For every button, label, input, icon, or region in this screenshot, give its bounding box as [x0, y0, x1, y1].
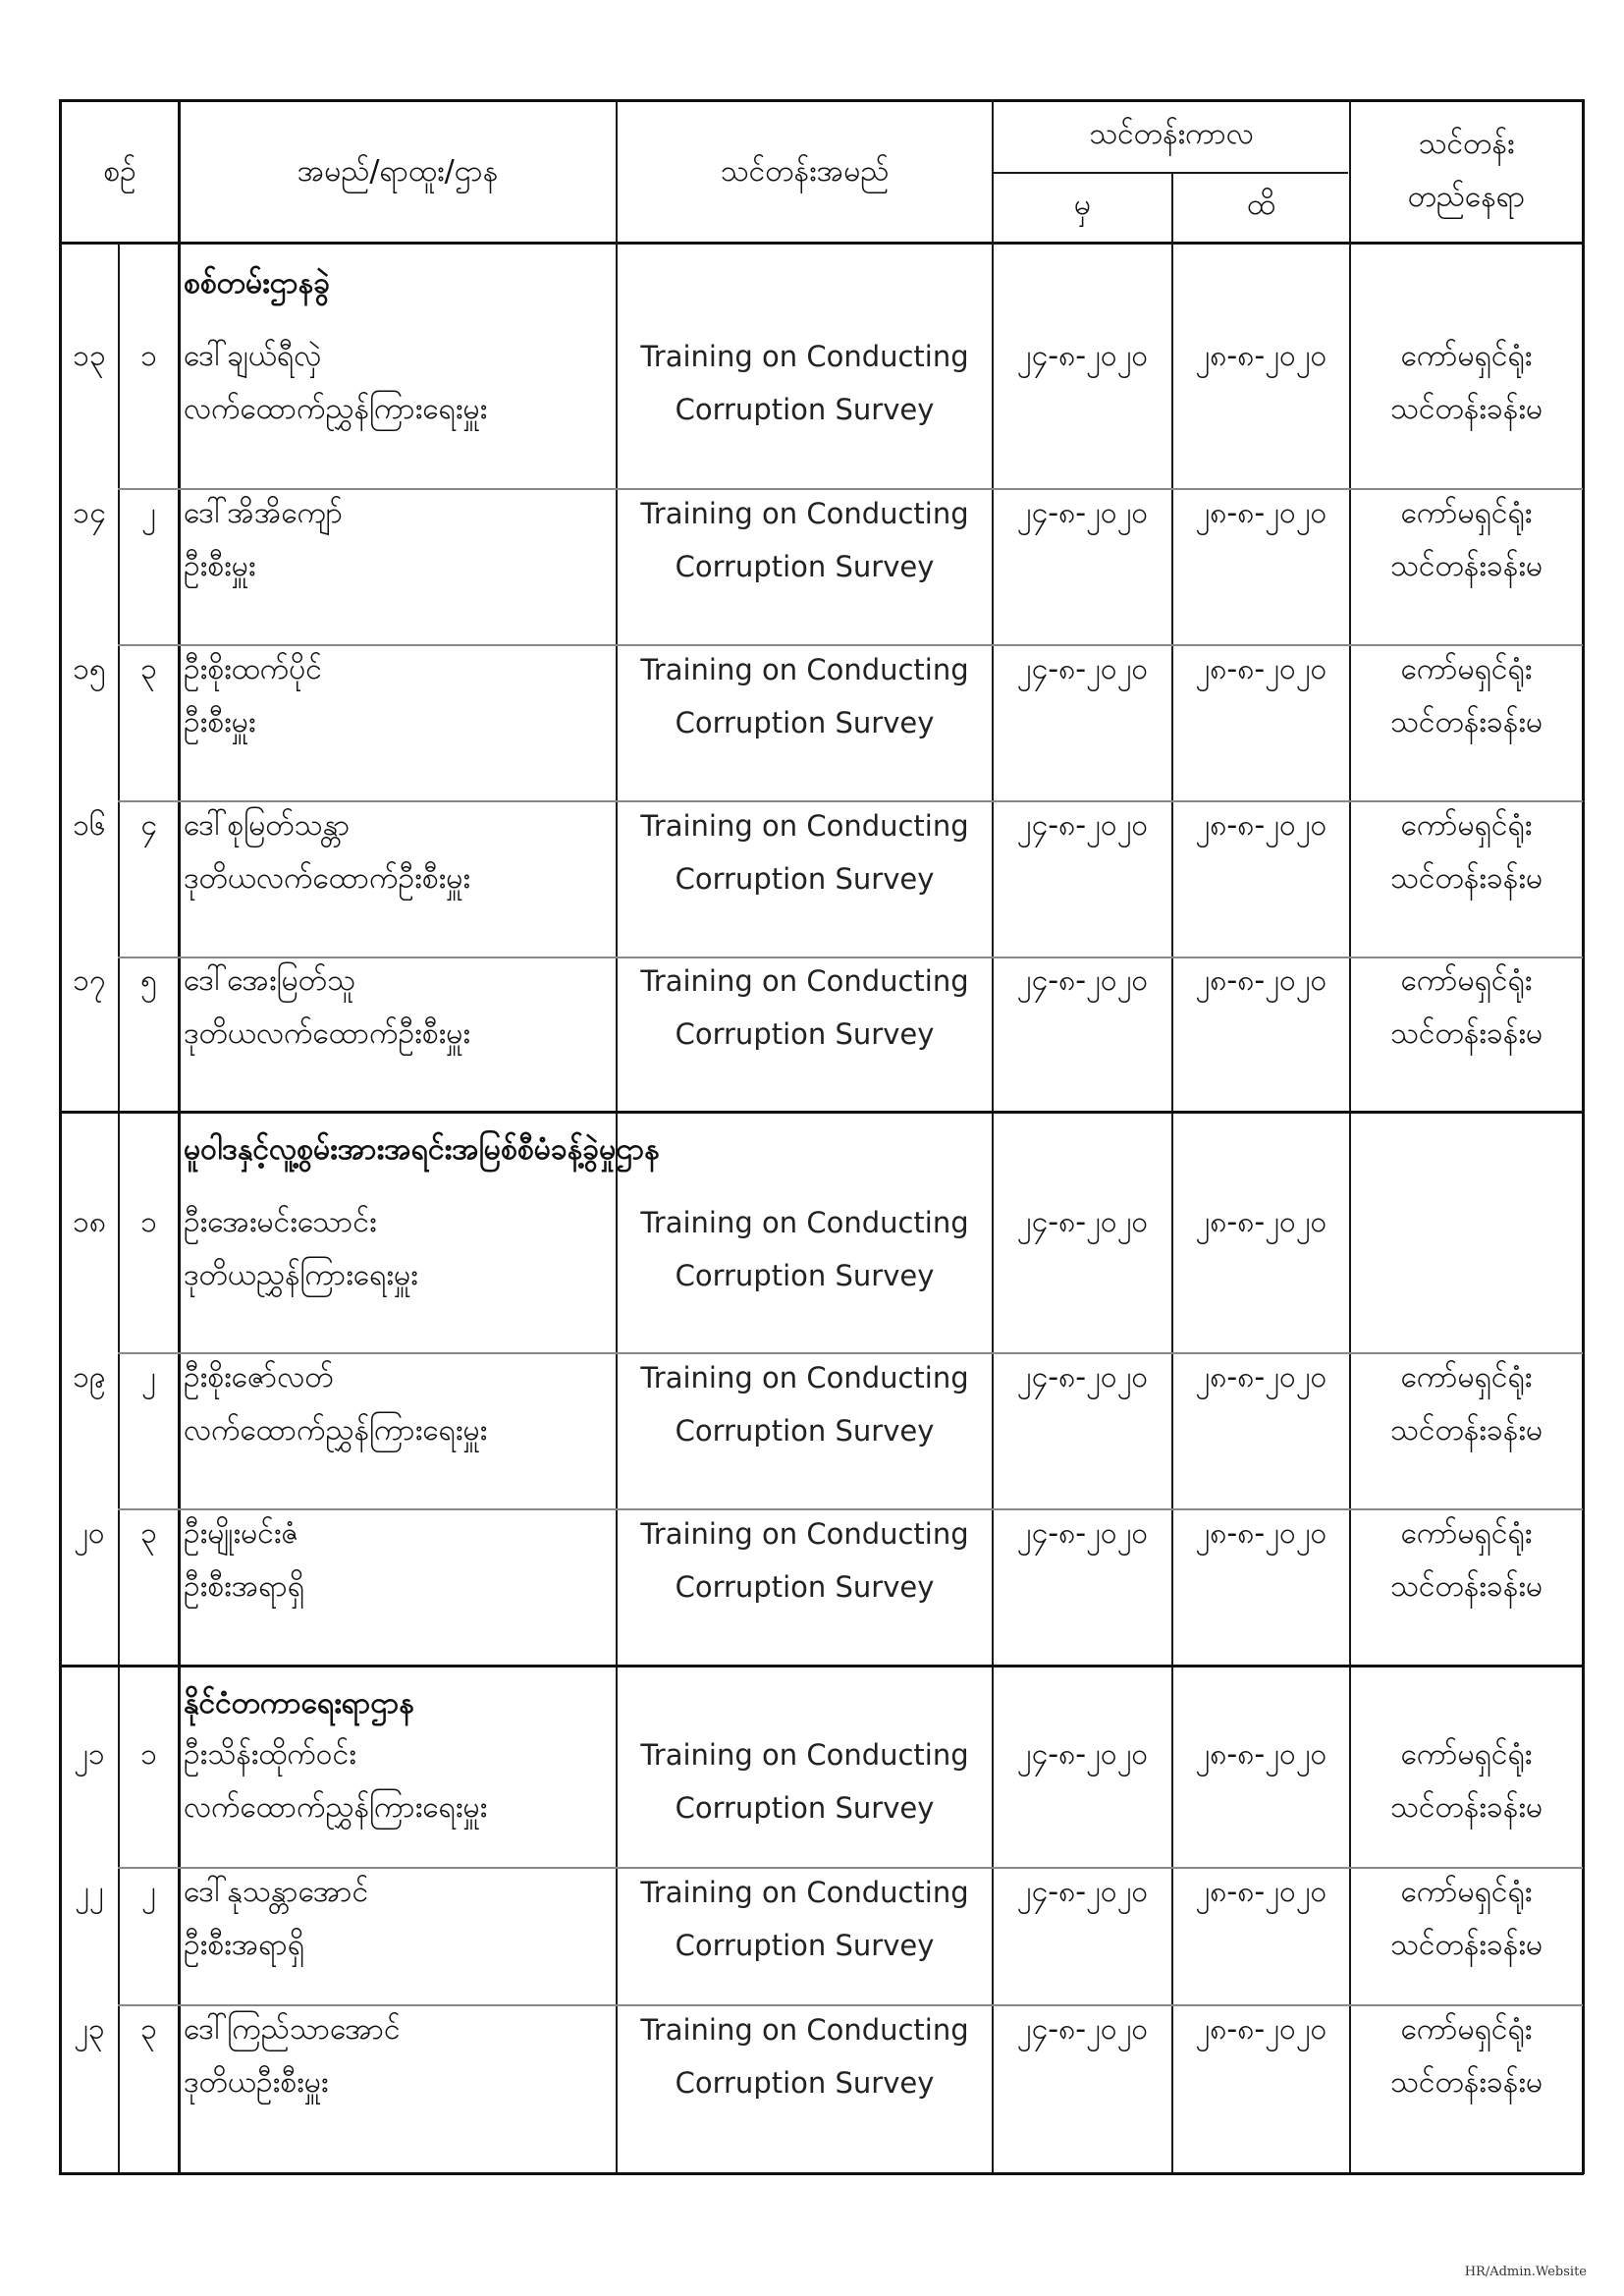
date-from: ၂၄-၈-၂၀၂၀ [1016, 2012, 1149, 2047]
row-sub-number: ၂ [141, 1875, 156, 1909]
venue-line2: သင်တန်းခန်းမ [1389, 1569, 1543, 1604]
row-number: ၂၀ [74, 1516, 105, 1551]
venue-line2: သင်တန်းခန်းမ [1389, 1790, 1543, 1825]
row-number: ၂၁ [74, 1737, 105, 1772]
date-from: ၂၄-၈-၂၀၂၀ [1016, 652, 1149, 686]
venue-line2: သင်တန်းခန်းမ [1389, 2065, 1543, 2100]
department-heading: နိုင်ငံတကာရေးရာဌာန [184, 1686, 414, 1721]
venue-line1: ကော်မရှင်ရုံး [1400, 496, 1533, 530]
row-sub-number: ၁ [140, 339, 157, 373]
row-number: ၁၈ [72, 1205, 106, 1239]
header-course-period: သင်တန်းကာလ [1089, 117, 1254, 151]
header-from: မှ [1073, 188, 1092, 222]
course-title-line1: Training on Conducting [640, 653, 969, 686]
course-title-line2: Corruption Survey [675, 1570, 935, 1604]
person-name: ဦးစိုးထက်ပိုင် [184, 652, 322, 686]
venue-line1: ကော်မရှင်ရုံး [1400, 652, 1533, 686]
date-from: ၂၄-၈-၂၀၂၀ [1016, 1737, 1149, 1772]
course-title-line1: Training on Conducting [640, 1206, 969, 1239]
row-sub-number: ၃ [140, 652, 157, 686]
row-sub-number: ၁ [140, 1737, 157, 1772]
person-rank: ဦးစီးအရာရှိ [184, 1569, 305, 1604]
date-from: ၂၄-၈-၂၀၂၀ [1016, 963, 1149, 998]
date-to: ၂၈-၈-၂၀၂၀ [1195, 1205, 1327, 1239]
row-sub-number: ၁ [140, 1205, 157, 1239]
row-sub-number: ၃ [140, 2012, 157, 2047]
person-rank: ဦးစီးမှူး [184, 705, 256, 739]
person-name: ဒေါ်အေးမြတ်သူ [184, 963, 355, 998]
date-to: ၂၈-၈-၂၀၂၀ [1195, 963, 1327, 998]
group-separator [59, 1665, 1584, 1667]
row-sub-number: ၃ [140, 1516, 157, 1551]
venue-line2: သင်တန်းခန်းမ [1389, 1413, 1543, 1448]
venue-line2: သင်တန်းခန်းမ [1389, 1928, 1543, 1962]
date-to: ၂၈-၈-၂၀၂၀ [1195, 339, 1327, 373]
date-to: ၂၈-၈-၂၀၂၀ [1195, 652, 1327, 686]
table-left-border [59, 99, 62, 2174]
row-number: ၁၄ [73, 496, 106, 530]
date-from: ၂၄-၈-၂၀၂၀ [1016, 339, 1149, 373]
venue-line2: သင်တန်းခန်းမ [1389, 861, 1543, 896]
venue-line2: သင်တန်းခန်းမ [1389, 392, 1543, 426]
course-title-line2: Corruption Survey [675, 1259, 935, 1292]
person-rank: ဦးစီးမှူး [184, 549, 256, 583]
course-title-line2: Corruption Survey [675, 862, 935, 896]
person-name: ဦးအေးမင်းသောင်း [184, 1205, 377, 1239]
person-name: ဦးစိုးဇော်လတ် [184, 1360, 334, 1394]
course-title-line2: Corruption Survey [675, 2066, 935, 2100]
date-to: ၂၈-၈-၂၀၂၀ [1195, 808, 1327, 843]
department-heading: မူဝါဒနှင့်လူ့စွမ်းအားအရင်းအမြစ်စီမံခန့်ခွဲမှုဌာန [184, 1132, 660, 1167]
course-title-line1: Training on Conducting [640, 1517, 969, 1551]
person-name: ဒေါ်စုမြတ်သန္တာ [184, 808, 351, 843]
col-divider-2 [178, 99, 181, 2174]
course-title-line1: Training on Conducting [640, 497, 969, 530]
person-rank: လက်ထောက်ညွှန်ကြားရေးမှူး [184, 392, 488, 426]
person-name: ဒေါ်ချယ်ရီလှဲ [184, 339, 322, 373]
header-course-name: သင်တန်းအမည် [720, 154, 890, 189]
venue-line1: ကော်မရှင်ရုံး [1400, 1516, 1533, 1551]
table-bottom-border [59, 2172, 1584, 2175]
table-top-border [59, 99, 1584, 102]
venue-line1: ကော်မရှင်ရုံး [1400, 808, 1533, 843]
person-rank: ဦးစီးအရာရှိ [184, 1928, 305, 1962]
course-title-line2: Corruption Survey [675, 1017, 935, 1051]
row-number: ၂၃ [74, 2012, 105, 2047]
row-number: ၁၃ [73, 339, 106, 373]
venue-line1: ကော်မရှင်ရုံး [1400, 2012, 1533, 2047]
footer-reference: HR/Admin.Website [1464, 2265, 1587, 2279]
course-title-line1: Training on Conducting [640, 809, 969, 843]
row-sub-number: ၄ [140, 808, 157, 843]
venue-line1: ကော်မရှင်ရုံး [1400, 1737, 1533, 1772]
header-venue-line2: တည်နေရာ [1407, 180, 1526, 214]
period-subheader-line [992, 172, 1348, 174]
col-divider-4 [992, 99, 994, 2174]
person-rank: လက်ထောက်ညွှန်ကြားရေးမှူး [184, 1413, 488, 1448]
venue-line2: သင်တန်းခန်းမ [1389, 705, 1543, 739]
group-separator [59, 1111, 1584, 1114]
person-rank: လက်ထောက်ညွှန်ကြားရေးမှူး [184, 1790, 488, 1825]
row-sub-number: ၅ [140, 963, 157, 998]
course-title-line2: Corruption Survey [675, 706, 935, 739]
person-rank: ဒုတိယညွှန်ကြားရေးမှူး [184, 1258, 418, 1292]
venue-line1: ကော်မရှင်ရုံး [1400, 963, 1533, 998]
course-title-line2: Corruption Survey [675, 550, 935, 583]
course-title-line1: Training on Conducting [640, 2013, 969, 2047]
venue-line2: သင်တန်းခန်းမ [1389, 1016, 1543, 1051]
person-rank: ဒုတိယဦးစီးမှူး [184, 2065, 329, 2100]
date-to: ၂၈-၈-၂၀၂၀ [1195, 1360, 1327, 1394]
date-from: ၂၄-၈-၂၀၂၀ [1016, 808, 1149, 843]
course-title-line1: Training on Conducting [640, 340, 969, 373]
venue-line2: သင်တန်းခန်းမ [1389, 549, 1543, 583]
course-title-line2: Corruption Survey [675, 393, 935, 426]
date-to: ၂၈-၈-၂၀၂၀ [1195, 1737, 1327, 1772]
venue-line1: ကော်မရှင်ရုံး [1400, 339, 1533, 373]
date-from: ၂၄-၈-၂၀၂၀ [1016, 1516, 1149, 1551]
header-serial: စဉ် [103, 154, 136, 189]
header-venue-line1: သင်တန်း [1418, 127, 1515, 161]
person-rank: ဒုတိယလက်ထောက်ဦးစီးမှူး [184, 861, 470, 896]
date-to: ၂၈-၈-၂၀၂၀ [1195, 1516, 1327, 1551]
row-number: ၁၅ [73, 652, 106, 686]
date-to: ၂၈-၈-၂၀၂၀ [1195, 2012, 1327, 2047]
table-right-border [1582, 99, 1585, 2174]
row-sub-number: ၂ [141, 1360, 156, 1394]
date-from: ၂၄-၈-၂၀၂၀ [1016, 1205, 1149, 1239]
course-title-line1: Training on Conducting [640, 964, 969, 998]
date-from: ၂၄-၈-၂၀၂၀ [1016, 496, 1149, 530]
date-from: ၂၄-၈-၂၀၂၀ [1016, 1360, 1149, 1394]
person-rank: ဒုတိယလက်ထောက်ဦးစီးမှူး [184, 1016, 470, 1051]
person-name: ဦးမျိုးမင်းဇံ [184, 1516, 299, 1551]
row-number: ၁၇ [73, 963, 106, 998]
course-title-line2: Corruption Survey [675, 1791, 935, 1825]
venue-line1: ကော်မရှင်ရုံး [1400, 1360, 1533, 1394]
date-to: ၂၈-၈-၂၀၂၀ [1195, 496, 1327, 530]
course-title-line1: Training on Conducting [640, 1361, 969, 1394]
row-number: ၁၉ [73, 1360, 106, 1394]
course-title-line1: Training on Conducting [640, 1876, 969, 1909]
person-name: ဦးသိန်းထိုက်ဝင်း [184, 1737, 356, 1772]
header-bottom-border [59, 242, 1584, 245]
header-to: ထိ [1246, 188, 1275, 222]
date-to: ၂၈-၈-၂၀၂၀ [1195, 1875, 1327, 1909]
course-title-line1: Training on Conducting [640, 1738, 969, 1772]
row-sub-number: ၂ [141, 496, 156, 530]
venue-line1: ကော်မရှင်ရုံး [1400, 1875, 1533, 1909]
person-name: ဒေါ်အိအိကျော် [184, 496, 344, 530]
row-number: ၁၆ [73, 808, 106, 843]
date-from: ၂၄-၈-၂၀၂၀ [1016, 1875, 1149, 1909]
person-name: ဒေါ်နုသန္တာအောင် [184, 1875, 369, 1909]
header-name-rank-dept: အမည်/ရာထူး/ဌာန [297, 154, 499, 189]
row-number: ၂၂ [75, 1875, 104, 1909]
course-title-line2: Corruption Survey [675, 1929, 935, 1962]
course-title-line2: Corruption Survey [675, 1414, 935, 1448]
person-name: ဒေါ်ကြည်သာအောင် [184, 2012, 401, 2047]
department-heading: စစ်တမ်းဌာနခွဲ [184, 266, 331, 301]
